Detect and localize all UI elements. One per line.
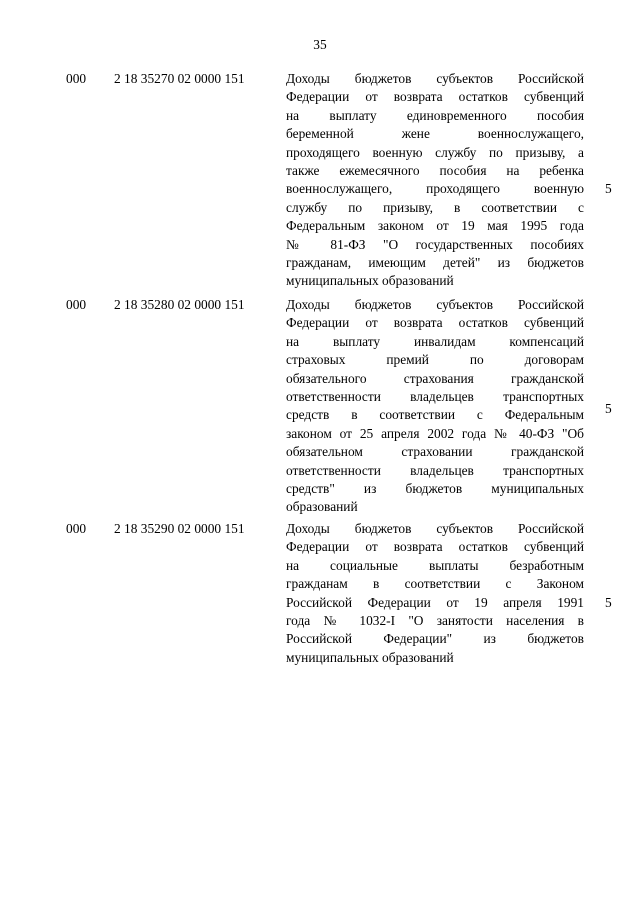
description-line: средств" из бюджетов муниципальных bbox=[286, 481, 584, 497]
description-line: гражданам, имеющим детей" из бюджетов bbox=[286, 255, 584, 271]
rate-value: 5 bbox=[605, 401, 612, 416]
budget-classification-code: 2 18 35280 02 0000 151 bbox=[114, 297, 245, 312]
description-line: Доходы бюджетов субъектов Российской bbox=[286, 521, 584, 536]
admin-code: 000 bbox=[66, 521, 87, 536]
description-line: на социальные выплаты безработным bbox=[286, 557, 584, 573]
revenue-description bbox=[286, 520, 584, 667]
rate-value: 5 bbox=[605, 595, 612, 610]
description-line: года № 1032-I "О занятости населения в bbox=[286, 613, 584, 629]
description-line: обязательного страхования гражданской bbox=[286, 370, 584, 386]
description-line: также ежемесячного пособия на ребенка bbox=[286, 163, 584, 179]
admin-code: 000 bbox=[66, 297, 87, 312]
revenue-description bbox=[286, 296, 584, 517]
description-line: гражданам в соответствии с Законом bbox=[286, 576, 584, 592]
description-line: муниципальных образований bbox=[286, 649, 454, 665]
budget-classification-code: 2 18 35270 02 0000 151 bbox=[114, 71, 245, 86]
description-line: обязательном страховании гражданской bbox=[286, 444, 584, 460]
description-line: Доходы бюджетов субъектов Российской bbox=[286, 71, 584, 86]
rate-value: 5 bbox=[605, 181, 612, 196]
description-line: Российской Федерации" из бюджетов bbox=[286, 631, 584, 647]
description-line: Федерации от возврата остатков субвенций bbox=[286, 89, 584, 105]
description-line: на выплату инвалидам компенсаций bbox=[286, 333, 584, 349]
description-line: № 81-ФЗ "О государственных пособиях bbox=[286, 236, 584, 252]
revenue-description bbox=[286, 70, 584, 291]
admin-code: 000 bbox=[66, 71, 87, 86]
description-line: средств в соответствии с Федеральным bbox=[286, 407, 584, 423]
description-line: образований bbox=[286, 499, 358, 515]
description-line: Федерации от возврата остатков субвенций bbox=[286, 315, 584, 331]
description-line: муниципальных образований bbox=[286, 273, 454, 289]
description-line: проходящего военную службу по призыву, а bbox=[286, 144, 584, 160]
description-line: на выплату единовременного пособия bbox=[286, 107, 584, 123]
description-line: ответственности владельцев транспортных bbox=[286, 389, 584, 405]
description-line: военнослужащего, проходящего военную bbox=[286, 181, 584, 197]
description-line: законом от 25 апреля 2002 года № 40-ФЗ "Об bbox=[286, 425, 584, 441]
description-line: беременной жене военнослужащего, bbox=[286, 126, 584, 142]
description-line: службу по призыву, в соответствии с bbox=[286, 199, 584, 215]
description-line: Российской Федерации от 19 апреля 1991 bbox=[286, 594, 584, 610]
page-number: 35 bbox=[313, 37, 327, 52]
description-line: ответственности владельцев транспортных bbox=[286, 462, 584, 478]
description-line: страховых премий по договорам bbox=[286, 352, 584, 368]
description-line: Федерации от возврата остатков субвенций bbox=[286, 539, 584, 555]
description-line: Доходы бюджетов субъектов Российской bbox=[286, 297, 584, 312]
description-line: Федеральным законом от 19 мая 1995 года bbox=[286, 218, 584, 234]
budget-classification-code: 2 18 35290 02 0000 151 bbox=[114, 521, 245, 536]
